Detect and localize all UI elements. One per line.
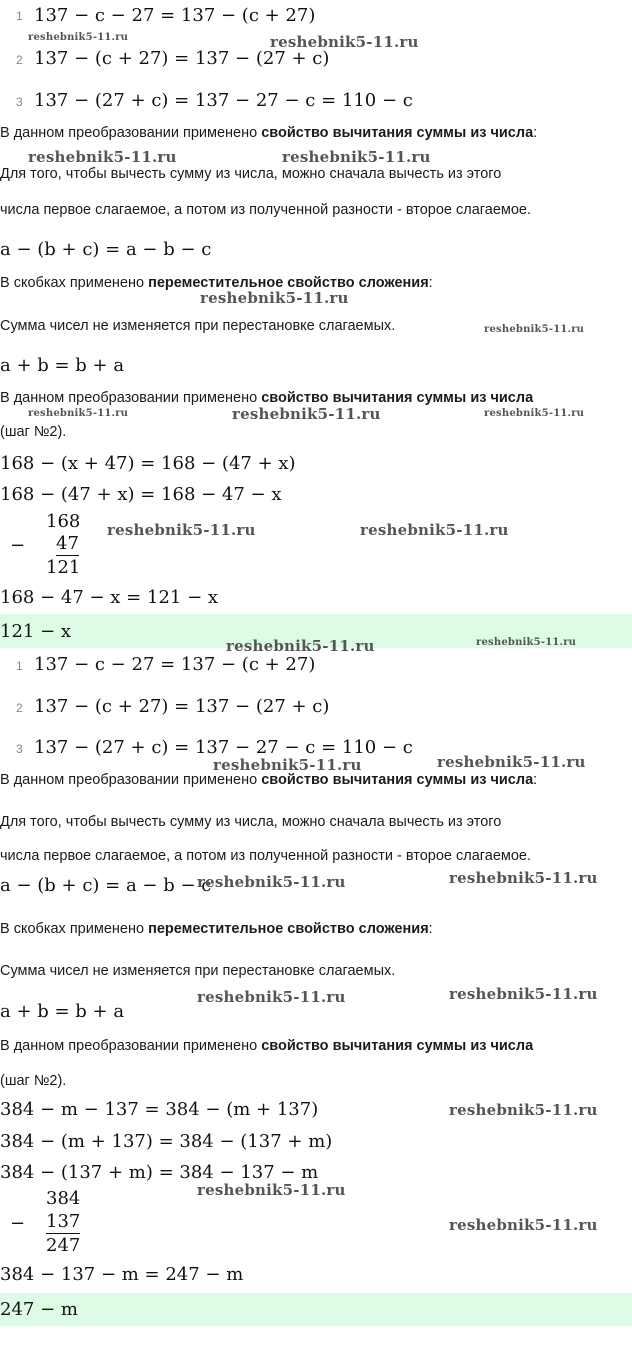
watermark: reshebnik5-11.ru	[484, 324, 585, 335]
rule-text: числа первое слагаемое, а потом из полученной разности - второе слагаемое.	[0, 848, 532, 864]
rule-text: Сумма чисел не изменяется при перестановке слагаемых.	[0, 318, 396, 334]
answer-value: 247 − m	[0, 1299, 78, 1320]
column-minus-sign: −	[10, 535, 26, 556]
column-minuend: 384	[46, 1188, 81, 1209]
watermark: reshebnik5-11.ru	[213, 756, 362, 774]
equation: 384 − 137 − m = 247 − m	[0, 1264, 244, 1285]
step-number: 1	[16, 9, 23, 23]
step-expression: 137 − (27 + c) = 137 − 27 − c = 110 − c	[34, 90, 413, 111]
watermark: reshebnik5-11.ru	[197, 988, 346, 1006]
column-subtrahend: 137	[46, 1211, 81, 1232]
step-number: 3	[16, 742, 23, 756]
equation: 168 − 47 − x = 121 − x	[0, 587, 219, 608]
equation: 168 − (x + 47) = 168 − (47 + x)	[0, 453, 296, 474]
step-number: 2	[16, 53, 23, 67]
watermark: reshebnik5-11.ru	[476, 637, 577, 648]
watermark: reshebnik5-11.ru	[232, 405, 381, 423]
answer-box	[0, 1293, 632, 1326]
watermark: reshebnik5-11.ru	[449, 869, 598, 887]
watermark: reshebnik5-11.ru	[270, 33, 419, 51]
watermark: reshebnik5-11.ru	[107, 521, 256, 539]
rule-text: Для того, чтобы вычесть сумму из числа, можно сначала вычесть из этого	[0, 814, 502, 830]
step-expression: 137 − c − 27 = 137 − (c + 27)	[34, 5, 316, 26]
explanation-text: В данном преобразовании применено свойство вычитания суммы из числа:	[0, 772, 538, 788]
step-reference: (шаг №2).	[0, 424, 67, 440]
watermark: reshebnik5-11.ru	[484, 408, 585, 419]
step-expression: 137 − (27 + c) = 137 − 27 − c = 110 − c	[34, 737, 413, 758]
step-number: 2	[16, 701, 23, 715]
watermark: reshebnik5-11.ru	[28, 148, 177, 166]
rule-formula: a + b = b + a	[0, 355, 125, 376]
rule-text: Для того, чтобы вычесть сумму из числа, можно сначала вычесть из этого	[0, 166, 502, 182]
rule-formula: a − (b + c) = a − b − c	[0, 875, 212, 896]
watermark: reshebnik5-11.ru	[197, 873, 346, 891]
watermark: reshebnik5-11.ru	[360, 521, 509, 539]
equation: 384 − (137 + m) = 384 − 137 − m	[0, 1162, 319, 1183]
watermark: reshebnik5-11.ru	[197, 1181, 346, 1199]
answer-value: 121 − x	[0, 621, 72, 642]
step-expression: 137 − c − 27 = 137 − (c + 27)	[34, 654, 316, 675]
watermark: reshebnik5-11.ru	[449, 985, 598, 1003]
column-result: 247	[46, 1235, 81, 1256]
equation: 384 − (m + 137) = 384 − (137 + m)	[0, 1131, 333, 1152]
column-minuend: 168	[46, 511, 81, 532]
watermark: reshebnik5-11.ru	[28, 32, 129, 43]
watermark: reshebnik5-11.ru	[449, 1216, 598, 1234]
rule-formula: a + b = b + a	[0, 1001, 125, 1022]
rule-formula: a − (b + c) = a − b − c	[0, 239, 212, 260]
equation: 384 − m − 137 = 384 − (m + 137)	[0, 1099, 319, 1120]
explanation-text: В данном преобразовании применено свойство вычитания суммы из числа:	[0, 125, 538, 141]
column-minus-sign: −	[10, 1213, 26, 1234]
step-expression: 137 − (c + 27) = 137 − (27 + c)	[34, 48, 330, 69]
step-number: 3	[16, 95, 23, 109]
explanation-text: В скобках применено переместительное свойство сложения:	[0, 921, 433, 937]
step-number: 1	[16, 659, 23, 673]
rule-text: числа первое слагаемое, а потом из полученной разности - второе слагаемое.	[0, 202, 532, 218]
step-reference: (шаг №2).	[0, 1073, 67, 1089]
watermark: reshebnik5-11.ru	[282, 148, 431, 166]
column-result: 121	[46, 557, 81, 578]
step-expression: 137 − (c + 27) = 137 − (27 + c)	[34, 696, 330, 717]
watermark: reshebnik5-11.ru	[28, 408, 129, 419]
equation: 168 − (47 + x) = 168 − 47 − x	[0, 484, 282, 505]
column-subtrahend: 47	[56, 533, 79, 554]
watermark: reshebnik5-11.ru	[449, 1101, 598, 1119]
watermark: reshebnik5-11.ru	[200, 289, 349, 307]
explanation-text: В данном преобразовании применено свойство вычитания суммы из числа	[0, 390, 534, 406]
explanation-text: В скобках применено переместительное свойство сложения:	[0, 275, 433, 291]
watermark: reshebnik5-11.ru	[226, 637, 375, 655]
rule-text: Сумма чисел не изменяется при перестановке слагаемых.	[0, 963, 396, 979]
watermark: reshebnik5-11.ru	[437, 753, 586, 771]
explanation-text: В данном преобразовании применено свойство вычитания суммы из числа	[0, 1038, 534, 1054]
